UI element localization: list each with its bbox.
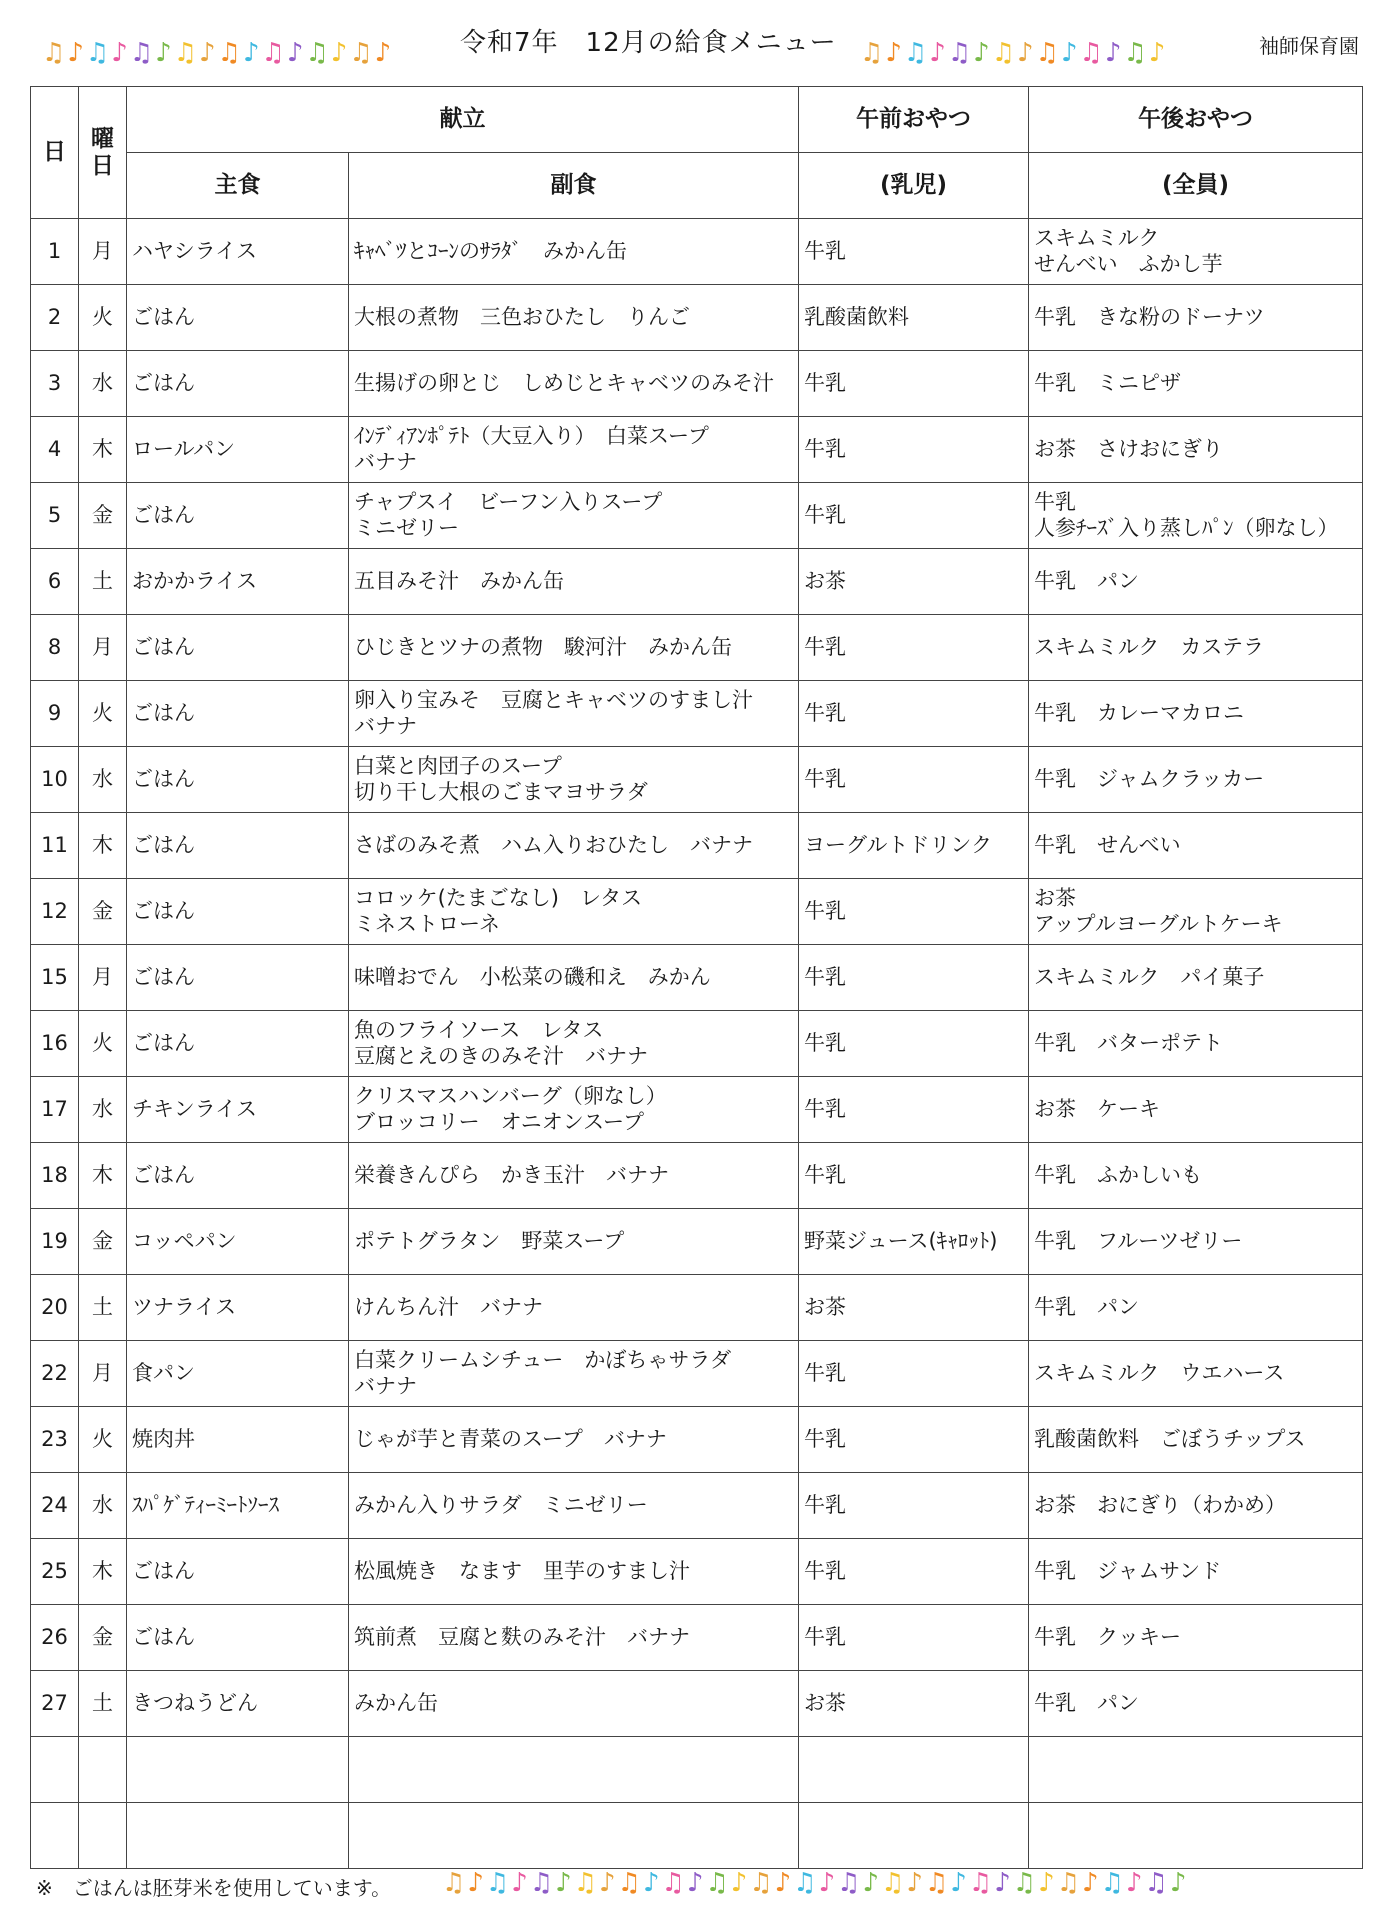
cell-pm-snack: 牛乳 フルーツゼリー	[1029, 1209, 1363, 1275]
table-row	[31, 1539, 1363, 1605]
table-row	[31, 1671, 1363, 1737]
cell-side-dish: ポテトグラタン 野菜スープ	[349, 1209, 799, 1275]
cell-pm-snack: 牛乳 バターポテト	[1029, 1011, 1363, 1077]
music-note-icon: ♫	[442, 1868, 466, 1898]
cell-day: 17	[31, 1077, 79, 1143]
cell-main-dish: チキンライス	[127, 1077, 349, 1143]
table-row	[31, 1011, 1363, 1077]
cell-side-dish: チャプスイ ビーフン入りスープ ミニゼリー	[349, 483, 799, 549]
music-note-icon: ♫	[1144, 1868, 1168, 1898]
cell-weekday: 月	[79, 219, 127, 285]
cell-pm-snack	[1029, 1737, 1363, 1803]
cell-am-snack: 牛乳	[799, 1011, 1029, 1077]
music-note-icon: ♫	[860, 38, 884, 68]
table-row	[31, 681, 1363, 747]
music-note-icon: ♪	[286, 38, 304, 68]
header-am-snack: 午前おやつ	[799, 87, 1029, 153]
cell-main-dish: ハヤシライス	[127, 219, 349, 285]
cell-side-dish: みかん入りサラダ ミニゼリー	[349, 1473, 799, 1539]
cell-am-snack: 牛乳	[799, 1143, 1029, 1209]
cell-day: 24	[31, 1473, 79, 1539]
page-title: 令和7年 12月の給食メニュー	[460, 28, 837, 58]
cell-pm-snack: スキムミルク カステラ	[1029, 615, 1363, 681]
cell-pm-snack: 牛乳 クッキー	[1029, 1605, 1363, 1671]
cell-weekday: 金	[79, 483, 127, 549]
music-note-icon: ♫	[129, 38, 154, 68]
cell-side-dish: ひじきとツナの煮物 駿河汁 みかん缶	[349, 615, 799, 681]
cell-weekday	[79, 1803, 127, 1869]
music-note-icon: ♪	[330, 38, 348, 68]
table-row	[31, 945, 1363, 1011]
music-note-icon: ♪	[467, 1868, 484, 1898]
cell-pm-snack: お茶 おにぎり（わかめ）	[1029, 1473, 1363, 1539]
cell-side-dish	[349, 1803, 799, 1869]
cell-pm-snack: スキムミルク ウエハース	[1029, 1341, 1363, 1407]
page-header	[0, 0, 1389, 84]
music-note-icon: ♫	[85, 38, 110, 68]
cell-day	[31, 1737, 79, 1803]
music-note-icon: ♪	[973, 38, 990, 68]
table-row	[31, 1209, 1363, 1275]
cell-day: 15	[31, 945, 79, 1011]
music-note-icon: ♪	[774, 1868, 792, 1898]
cell-side-dish: 五目みそ汁 みかん缶	[349, 549, 799, 615]
cell-day: 9	[31, 681, 79, 747]
cell-weekday: 木	[79, 1143, 127, 1209]
music-note-icon: ♫	[1035, 38, 1059, 68]
cell-main-dish: おかかライス	[127, 549, 349, 615]
cell-main-dish	[127, 1737, 349, 1803]
nursery-name: 袖師保育園	[1259, 34, 1359, 58]
music-note-icon: ♫	[42, 38, 66, 68]
cell-day: 19	[31, 1209, 79, 1275]
music-note-icon: ♫	[617, 1868, 641, 1898]
cell-side-dish: 魚のフライソース レタス 豆腐とえのきのみそ汁 バナナ	[349, 1011, 799, 1077]
music-note-icon: ♪	[199, 38, 216, 68]
cell-day: 23	[31, 1407, 79, 1473]
cell-am-snack: 牛乳	[799, 483, 1029, 549]
cell-pm-snack: お茶 アップルヨーグルトケーキ	[1029, 879, 1363, 945]
music-note-icon: ♫	[261, 38, 285, 68]
music-note-icon: ♪	[511, 1868, 528, 1898]
cell-pm-snack: 牛乳 きな粉のドーナツ	[1029, 285, 1363, 351]
music-note-icon: ♪	[1060, 38, 1078, 68]
cell-day: 27	[31, 1671, 79, 1737]
music-note-icon: ♫	[881, 1868, 905, 1898]
cell-weekday: 金	[79, 879, 127, 945]
cell-side-dish: ｲﾝﾃﾞｨｱﾝﾎﾟﾃﾄ（大豆入り） 白菜スープ バナナ	[349, 417, 799, 483]
table-row	[31, 417, 1363, 483]
music-notes-decoration-left	[42, 38, 442, 72]
music-note-icon: ♫	[1100, 1868, 1124, 1898]
music-note-icon: ♪	[686, 1868, 704, 1898]
cell-am-snack	[799, 1737, 1029, 1803]
cell-weekday: 月	[79, 945, 127, 1011]
table-row	[31, 1473, 1363, 1539]
cell-weekday: 木	[79, 813, 127, 879]
cell-side-dish: 白菜クリームシチュー かぼちゃサラダ バナナ	[349, 1341, 799, 1407]
cell-day: 18	[31, 1143, 79, 1209]
music-note-icon: ♪	[1169, 1868, 1187, 1898]
music-note-icon: ♪	[111, 38, 128, 68]
music-note-icon: ♫	[903, 38, 928, 68]
table-row	[31, 549, 1363, 615]
cell-day: 22	[31, 1341, 79, 1407]
cell-am-snack: 牛乳	[799, 945, 1029, 1011]
table-row	[31, 285, 1363, 351]
cell-am-snack: 牛乳	[799, 1473, 1029, 1539]
music-note-icon: ♪	[862, 1868, 880, 1898]
cell-am-snack	[799, 1803, 1029, 1869]
cell-day: 10	[31, 747, 79, 813]
header-main-dish: 主食	[127, 153, 349, 219]
table-row	[31, 1605, 1363, 1671]
music-note-icon: ♪	[818, 1868, 836, 1898]
header-weekday: 曜 日	[79, 87, 127, 219]
cell-pm-snack: 牛乳 カレーマカロニ	[1029, 681, 1363, 747]
cell-weekday: 水	[79, 1077, 127, 1143]
cell-weekday: 水	[79, 747, 127, 813]
cell-main-dish: ごはん	[127, 879, 349, 945]
music-note-icon: ♪	[555, 1868, 572, 1898]
cell-day: 4	[31, 417, 79, 483]
cell-side-dish: クリスマスハンバーグ（卵なし） ブロッコリー オニオンスープ	[349, 1077, 799, 1143]
cell-side-dish: 味噌おでん 小松菜の磯和え みかん	[349, 945, 799, 1011]
cell-day: 8	[31, 615, 79, 681]
table-row	[31, 813, 1363, 879]
cell-am-snack: 牛乳	[799, 351, 1029, 417]
music-note-icon: ♫	[968, 1868, 993, 1898]
music-notes-decoration-right	[860, 38, 1220, 72]
cell-day: 25	[31, 1539, 79, 1605]
table-row	[31, 1407, 1363, 1473]
cell-main-dish: 焼肉丼	[127, 1407, 349, 1473]
cell-side-dish: 栄養きんぴら かき玉汁 バナナ	[349, 1143, 799, 1209]
music-note-icon: ♪	[599, 1868, 616, 1898]
cell-main-dish: ｽﾊﾟｹﾞﾃｨｰﾐｰﾄｿｰｽ	[127, 1473, 349, 1539]
cell-main-dish: ごはん	[127, 1143, 349, 1209]
header-kondate: 献立	[127, 87, 799, 153]
cell-day: 11	[31, 813, 79, 879]
music-note-icon: ♫	[947, 38, 972, 68]
cell-pm-snack: 牛乳 パン	[1029, 1671, 1363, 1737]
cell-side-dish: じゃが芋と青菜のスープ バナナ	[349, 1407, 799, 1473]
header-am-infant: (乳児)	[799, 153, 1029, 219]
cell-am-snack: 牛乳	[799, 747, 1029, 813]
cell-pm-snack: 牛乳 ミニピザ	[1029, 351, 1363, 417]
cell-main-dish: ごはん	[127, 1605, 349, 1671]
music-note-icon: ♫	[924, 1868, 949, 1898]
music-note-icon: ♪	[1017, 38, 1034, 68]
cell-pm-snack: お茶 ケーキ	[1029, 1077, 1363, 1143]
cell-pm-snack: 乳酸菌飲料 ごぼうチップス	[1029, 1407, 1363, 1473]
cell-am-snack: 牛乳	[799, 615, 1029, 681]
header-side-dish: 副食	[349, 153, 799, 219]
cell-side-dish: ｷｬﾍﾞﾂとｺｰﾝのｻﾗﾀﾞ みかん缶	[349, 219, 799, 285]
music-note-icon: ♫	[573, 1868, 598, 1898]
music-note-icon: ♫	[305, 38, 329, 68]
cell-side-dish: みかん缶	[349, 1671, 799, 1737]
cell-day: 26	[31, 1605, 79, 1671]
cell-weekday: 土	[79, 549, 127, 615]
cell-am-snack: 牛乳	[799, 219, 1029, 285]
music-note-icon: ♫	[1012, 1868, 1037, 1898]
table-row	[31, 483, 1363, 549]
cell-side-dish: さばのみそ煮 ハム入りおひたし バナナ	[349, 813, 799, 879]
cell-am-snack: ヨーグルトドリンク	[799, 813, 1029, 879]
cell-am-snack: 野菜ジュース(ｷｬﾛｯﾄ)	[799, 1209, 1029, 1275]
music-note-icon: ♪	[374, 38, 392, 68]
cell-am-snack: 牛乳	[799, 1341, 1029, 1407]
cell-pm-snack: お茶 さけおにぎり	[1029, 417, 1363, 483]
music-note-icon: ♫	[485, 1868, 510, 1898]
cell-pm-snack: 牛乳 ジャムサンド	[1029, 1539, 1363, 1605]
music-note-icon: ♫	[705, 1868, 729, 1898]
cell-weekday: 木	[79, 1539, 127, 1605]
cell-pm-snack	[1029, 1803, 1363, 1869]
cell-day: 2	[31, 285, 79, 351]
cell-pm-snack: 牛乳 ふかしいも	[1029, 1143, 1363, 1209]
cell-main-dish: ごはん	[127, 615, 349, 681]
cell-main-dish: ごはん	[127, 351, 349, 417]
music-note-icon: ♪	[242, 38, 260, 68]
music-note-icon: ♪	[950, 1868, 967, 1898]
music-note-icon: ♫	[1123, 38, 1147, 68]
cell-main-dish: きつねうどん	[127, 1671, 349, 1737]
cell-am-snack: 牛乳	[799, 1407, 1029, 1473]
table-row	[31, 747, 1363, 813]
cell-side-dish: コロッケ(たまごなし) レタス ミネストローネ	[349, 879, 799, 945]
cell-am-snack: 牛乳	[799, 1605, 1029, 1671]
table-row	[31, 219, 1363, 285]
cell-day	[31, 1803, 79, 1869]
table-row	[31, 1341, 1363, 1407]
cell-weekday: 月	[79, 1341, 127, 1407]
cell-side-dish: けんちん汁 バナナ	[349, 1275, 799, 1341]
cell-side-dish: 筑前煮 豆腐と麩のみそ汁 バナナ	[349, 1605, 799, 1671]
music-note-icon: ♫	[661, 1868, 685, 1898]
cell-main-dish: ごはん	[127, 1539, 349, 1605]
cell-weekday: 火	[79, 285, 127, 351]
cell-main-dish: ごはん	[127, 681, 349, 747]
menu-table	[30, 86, 1363, 1869]
cell-am-snack: 牛乳	[799, 1539, 1029, 1605]
music-note-icon: ♪	[994, 1868, 1011, 1898]
cell-day: 3	[31, 351, 79, 417]
cell-weekday: 金	[79, 1209, 127, 1275]
cell-weekday	[79, 1737, 127, 1803]
cell-pm-snack: 牛乳 ジャムクラッカー	[1029, 747, 1363, 813]
music-note-icon: ♪	[1104, 38, 1122, 68]
cell-main-dish: ごはん	[127, 483, 349, 549]
header-pm-snack: 午後おやつ	[1029, 87, 1363, 153]
cell-weekday: 水	[79, 351, 127, 417]
music-note-icon: ♪	[730, 1868, 748, 1898]
header-pm-all: (全員)	[1029, 153, 1363, 219]
table-row	[31, 1143, 1363, 1209]
music-note-icon: ♫	[1056, 1868, 1080, 1898]
cell-main-dish: ツナライス	[127, 1275, 349, 1341]
table-row	[31, 1275, 1363, 1341]
table-row-empty	[31, 1737, 1363, 1803]
cell-pm-snack: スキムミルク せんべい ふかし芋	[1029, 219, 1363, 285]
cell-main-dish: コッペパン	[127, 1209, 349, 1275]
table-row	[31, 1077, 1363, 1143]
music-note-icon: ♫	[349, 38, 373, 68]
music-note-icon: ♫	[529, 1868, 554, 1898]
cell-weekday: 火	[79, 1011, 127, 1077]
cell-side-dish: 松風焼き なます 里芋のすまし汁	[349, 1539, 799, 1605]
cell-day: 6	[31, 549, 79, 615]
cell-main-dish: ごはん	[127, 1011, 349, 1077]
cell-main-dish: 食パン	[127, 1341, 349, 1407]
table-row	[31, 351, 1363, 417]
cell-side-dish: 白菜と肉団子のスープ 切り干し大根のごまマヨサラダ	[349, 747, 799, 813]
cell-side-dish	[349, 1737, 799, 1803]
cell-am-snack: 牛乳	[799, 417, 1029, 483]
music-note-icon: ♪	[1082, 1868, 1099, 1898]
cell-day: 16	[31, 1011, 79, 1077]
table-row	[31, 615, 1363, 681]
music-note-icon: ♪	[642, 1868, 660, 1898]
cell-am-snack: 牛乳	[799, 681, 1029, 747]
cell-main-dish: ごはん	[127, 813, 349, 879]
cell-weekday: 金	[79, 1605, 127, 1671]
music-note-icon: ♫	[173, 38, 198, 68]
cell-main-dish: ロールパン	[127, 417, 349, 483]
music-note-icon: ♪	[67, 38, 84, 68]
cell-am-snack: お茶	[799, 1275, 1029, 1341]
music-note-icon: ♫	[217, 38, 241, 68]
cell-day: 20	[31, 1275, 79, 1341]
table-row	[31, 879, 1363, 945]
cell-pm-snack: 牛乳 人参ﾁｰｽﾞ入り蒸しﾊﾟﾝ（卵なし）	[1029, 483, 1363, 549]
cell-weekday: 火	[79, 1407, 127, 1473]
header-day: 日	[31, 87, 79, 219]
cell-day: 12	[31, 879, 79, 945]
cell-am-snack: 牛乳	[799, 879, 1029, 945]
music-note-icon: ♫	[1079, 38, 1103, 68]
cell-weekday: 土	[79, 1671, 127, 1737]
cell-day: 1	[31, 219, 79, 285]
music-note-icon: ♫	[837, 1868, 861, 1898]
cell-pm-snack: 牛乳 せんべい	[1029, 813, 1363, 879]
cell-weekday: 水	[79, 1473, 127, 1539]
cell-weekday: 木	[79, 417, 127, 483]
music-notes-decoration-bottom	[442, 1868, 1352, 1902]
table-row-empty	[31, 1803, 1363, 1869]
footnote: ※ ごはんは胚芽米を使用しています。	[36, 1876, 392, 1900]
cell-weekday: 月	[79, 615, 127, 681]
cell-day: 5	[31, 483, 79, 549]
music-note-icon: ♪	[1038, 1868, 1055, 1898]
cell-pm-snack: 牛乳 パン	[1029, 1275, 1363, 1341]
music-note-icon: ♪	[929, 38, 946, 68]
cell-weekday: 土	[79, 1275, 127, 1341]
cell-main-dish: ごはん	[127, 747, 349, 813]
music-note-icon: ♪	[906, 1868, 923, 1898]
cell-main-dish: ごはん	[127, 945, 349, 1011]
cell-side-dish: 生揚げの卵とじ しめじとキャベツのみそ汁	[349, 351, 799, 417]
music-note-icon: ♫	[991, 38, 1016, 68]
cell-main-dish	[127, 1803, 349, 1869]
music-note-icon: ♪	[155, 38, 172, 68]
cell-pm-snack: 牛乳 パン	[1029, 549, 1363, 615]
cell-side-dish: 大根の煮物 三色おひたし りんご	[349, 285, 799, 351]
cell-weekday: 火	[79, 681, 127, 747]
music-note-icon: ♪	[1125, 1868, 1143, 1898]
cell-am-snack: 牛乳	[799, 1077, 1029, 1143]
cell-pm-snack: スキムミルク パイ菓子	[1029, 945, 1363, 1011]
menu-table-body	[31, 219, 1363, 1869]
cell-am-snack: 乳酸菌飲料	[799, 285, 1029, 351]
cell-am-snack: お茶	[799, 549, 1029, 615]
music-note-icon: ♪	[1148, 38, 1166, 68]
music-note-icon: ♪	[885, 38, 902, 68]
cell-am-snack: お茶	[799, 1671, 1029, 1737]
music-note-icon: ♫	[749, 1868, 773, 1898]
cell-main-dish: ごはん	[127, 285, 349, 351]
cell-side-dish: 卵入り宝みそ 豆腐とキャベツのすまし汁 バナナ	[349, 681, 799, 747]
music-note-icon: ♫	[793, 1868, 817, 1898]
